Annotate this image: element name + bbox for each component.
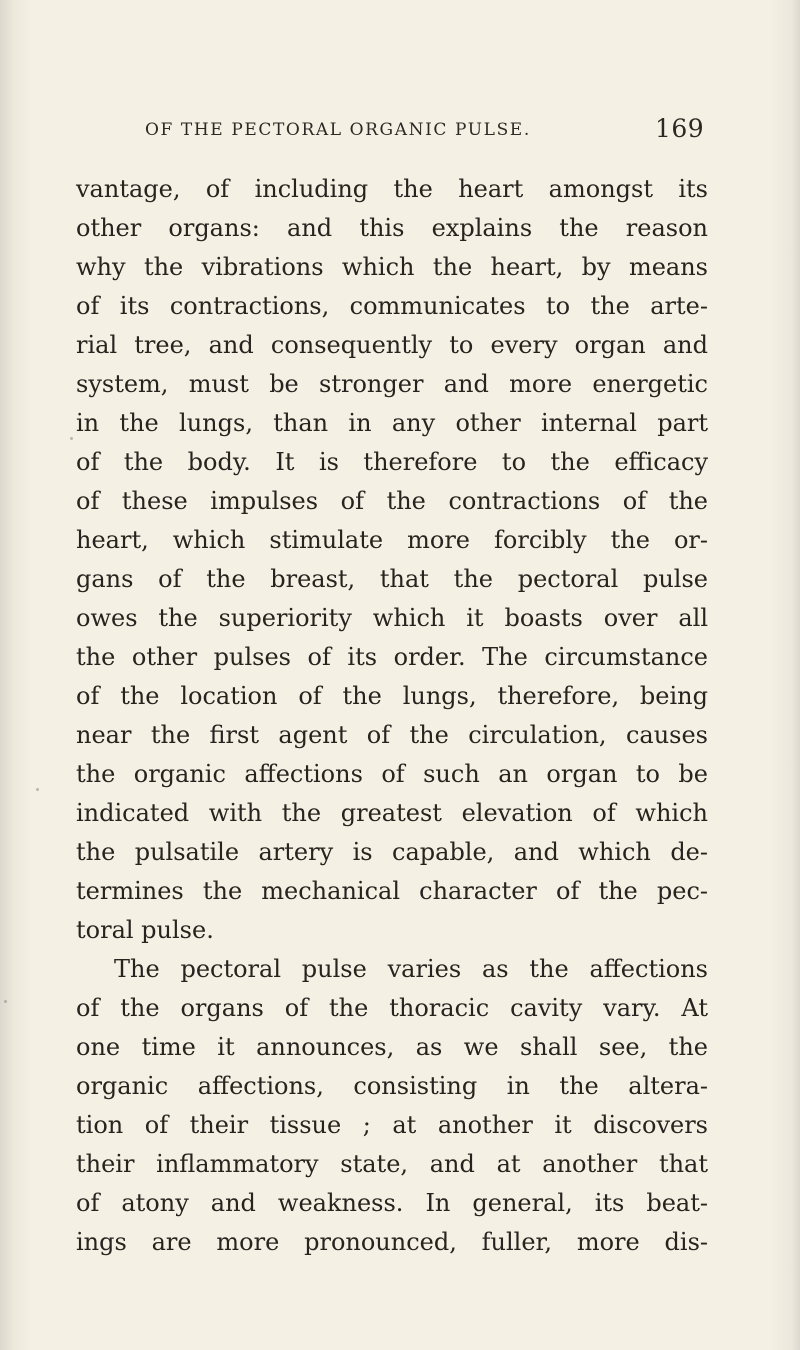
text-line: in the lungs, than in any other internal part bbox=[76, 409, 708, 437]
text-line: of the organs of the thoracic cavity vary. At bbox=[76, 994, 708, 1022]
text-line: gans of the breast, that the pectoral pulse bbox=[76, 565, 708, 593]
text-line: of atony and weakness. In general, its beat- bbox=[76, 1189, 708, 1217]
text-line: why the vibrations which the heart, by means bbox=[76, 253, 708, 281]
text-line: termines the mechanical character of the pec- bbox=[76, 877, 708, 905]
running-title: OF THE PECTORAL ORGANIC PULSE. bbox=[145, 120, 531, 140]
text-line: rial tree, and consequently to every organ and bbox=[76, 331, 708, 359]
paper-speck bbox=[4, 1000, 7, 1003]
paragraph-first-line: The pectoral pulse varies as the affections bbox=[114, 955, 708, 983]
text-line: the pulsatile artery is capable, and which de- bbox=[76, 838, 708, 866]
text-line: toral pulse. bbox=[76, 916, 214, 944]
text-line: one time it announces, as we shall see, the bbox=[76, 1033, 708, 1061]
text-line: vantage, of including the heart amongst its bbox=[76, 175, 708, 203]
text-line: of the location of the lungs, therefore, being bbox=[76, 682, 708, 710]
text-line: of its contractions, communicates to the arte- bbox=[76, 292, 708, 320]
text-line: organic affections, consisting in the altera- bbox=[76, 1072, 708, 1100]
running-head bbox=[145, 114, 745, 144]
text-line: other organs: and this explains the reason bbox=[76, 214, 708, 242]
text-line: their inflammatory state, and at another that bbox=[76, 1150, 708, 1178]
text-line: the other pulses of its order. The circumstance bbox=[76, 643, 708, 671]
text-line: of the body. It is therefore to the efficacy bbox=[76, 448, 708, 476]
paper-speck bbox=[36, 788, 39, 791]
text-line: tion of their tissue ; at another it discovers bbox=[76, 1111, 708, 1139]
text-line: system, must be stronger and more energetic bbox=[76, 370, 708, 398]
page-number: 169 bbox=[655, 114, 705, 143]
text-line: owes the superiority which it boasts over all bbox=[76, 604, 708, 632]
text-line: near the first agent of the circulation, causes bbox=[76, 721, 708, 749]
paper-speck bbox=[70, 437, 73, 440]
text-line: the organic affections of such an organ to be bbox=[76, 760, 708, 788]
text-line: ings are more pronounced, fuller, more dis- bbox=[76, 1228, 708, 1256]
text-line: heart, which stimulate more forcibly the or- bbox=[76, 526, 708, 554]
text-line: indicated with the greatest elevation of which bbox=[76, 799, 708, 827]
text-line: of these impulses of the contractions of the bbox=[76, 487, 708, 515]
